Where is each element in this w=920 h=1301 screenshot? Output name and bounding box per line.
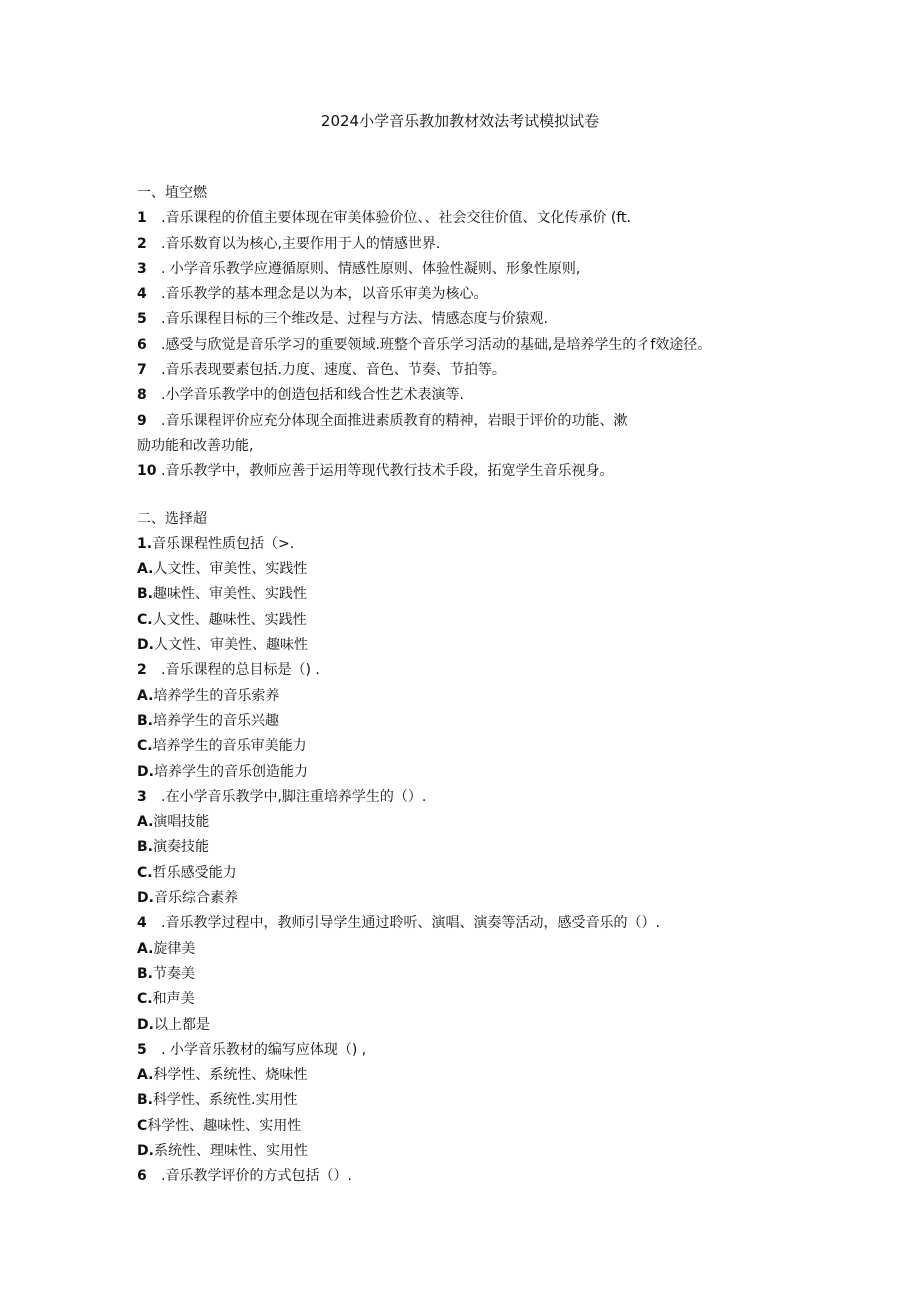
option-label: D.: [137, 763, 154, 780]
answer-option: [137, 937, 797, 962]
item-number: 9: [137, 412, 147, 429]
option-label: C.: [137, 864, 153, 881]
option-text: 旋律美: [153, 940, 196, 957]
answer-option: [137, 557, 797, 582]
question-number: 4: [137, 915, 147, 932]
answer-option: [137, 886, 797, 911]
option-label: B.: [137, 586, 153, 603]
answer-option: [137, 1114, 797, 1139]
option-label: B.: [137, 839, 153, 856]
option-text: 培养学生的音乐索养: [153, 687, 280, 704]
document-body: [137, 181, 797, 1190]
option-label: A.: [137, 561, 154, 578]
question-text: .音乐课程的总目标是（) .: [161, 662, 320, 679]
question-stem: [137, 532, 797, 557]
page-title: 2024小学音乐教加教材效法考试模拟试卷: [320, 112, 600, 130]
option-text: 科学性、系统性、烧味性: [153, 1067, 308, 1084]
question-number: 5: [137, 1041, 147, 1058]
question-stem: [137, 1164, 797, 1189]
question-number: 1.: [137, 535, 153, 552]
option-label: D.: [137, 1016, 154, 1033]
option-label: A.: [137, 1067, 154, 1084]
answer-option: [137, 709, 797, 734]
item-text: .音乐课程的价值主要体现在审美体验价位、、社会交往价值、文化传承价 (ft.: [161, 210, 631, 227]
option-label: C.: [137, 611, 153, 628]
question-number: 2: [137, 662, 147, 679]
answer-option: [137, 1063, 797, 1088]
answer-option: [137, 608, 797, 633]
fill-blank-item: [137, 257, 797, 282]
section-heading: 二、选择超: [137, 510, 207, 527]
option-text: 人文性、审美性、实践性: [153, 561, 308, 578]
item-text: .音乐课程目标的三个维改是、过程与方法、情感态度与价猿观.: [161, 311, 548, 328]
answer-option: [137, 861, 797, 886]
option-label: C.: [137, 738, 153, 755]
fill-blank-item: [137, 434, 797, 459]
question-text: .音乐教学评价的方式包括（）.: [161, 1168, 352, 1185]
item-text: .音乐教学中，教师应善于运用等现代教行技术手段，拓宽学生音乐视身。: [161, 463, 614, 480]
option-label: D.: [137, 637, 154, 654]
section-heading: 一、埴空燃: [137, 185, 207, 201]
item-number: 2: [137, 235, 147, 252]
answer-option: [137, 1088, 797, 1113]
fill-blank-item: [137, 232, 797, 257]
question-text: .音乐教学过程中，教师引导学生通过聆听、演唱、演奏等活动，感受音乐的（）.: [161, 915, 660, 932]
fill-blank-item: [137, 307, 797, 332]
item-text: 励功能和改善功能,: [137, 437, 254, 454]
option-label: B.: [137, 1092, 153, 1109]
option-text: 节奏美: [153, 965, 195, 982]
fill-blank-item: [137, 358, 797, 383]
answer-option: [137, 1013, 797, 1038]
fill-blank-item: [137, 333, 797, 358]
answer-option: [137, 633, 797, 658]
answer-option: [137, 835, 797, 860]
question-stem: [137, 658, 797, 683]
answer-option: [137, 582, 797, 607]
option-text: 哲乐感受能力: [152, 864, 237, 881]
option-text: 科学性、趣味性、实用性: [147, 1117, 302, 1134]
item-text: .音乐课程评价应充分体现全面推进素质教育的精神，岩眼于评价的功能、漱: [161, 412, 628, 429]
option-text: 音乐综合素养: [153, 890, 238, 907]
option-text: 系统性、理味性、实用性: [153, 1142, 308, 1159]
question-number: 3: [137, 788, 147, 805]
item-number: 10: [137, 463, 157, 480]
option-text: 培养学生的音乐兴趣: [153, 712, 279, 729]
item-number: 3: [137, 260, 147, 277]
fill-blank-item: [137, 383, 797, 408]
option-text: 演唱技能: [153, 814, 210, 831]
option-text: 培养学生的音乐审美能力: [152, 738, 307, 755]
answer-option: [137, 1139, 797, 1164]
option-text: 科学性、系统性.实用性: [153, 1092, 298, 1109]
item-text: .音乐表现要素包括.力度、速度、音色、节奏、节拍等。: [161, 362, 506, 379]
option-text: 人文性、趣味性、实践性: [152, 611, 307, 628]
question-number: 6: [137, 1168, 147, 1185]
option-label: A.: [137, 940, 154, 957]
question-stem: [137, 1038, 797, 1063]
item-text: .音乐数育以为核心,主要作用于人的情感世界.: [161, 235, 441, 252]
item-text: .小学音乐教学中的创造包括和线合性艺术表演等.: [161, 387, 464, 404]
item-number: 4: [137, 286, 147, 303]
question-text: 音乐课程性质包括（>.: [152, 535, 295, 552]
question-text: . 小学音乐教材的编写应体现（) ,: [161, 1041, 367, 1058]
fill-blank-item: [137, 409, 797, 434]
item-number: 5: [137, 311, 147, 328]
answer-option: [137, 684, 797, 709]
answer-option: [137, 987, 797, 1012]
option-label: C: [137, 1117, 148, 1134]
fill-blank-item: [137, 282, 797, 307]
option-text: 演奏技能: [153, 839, 209, 856]
option-label: A.: [137, 687, 154, 704]
answer-option: [137, 962, 797, 987]
item-number: 8: [137, 387, 147, 404]
option-label: A.: [137, 814, 154, 831]
option-text: 人文性、审美性、趣味性: [153, 637, 308, 654]
question-stem: [137, 911, 797, 936]
section-spacer: [137, 485, 797, 507]
answer-option: [137, 760, 797, 785]
item-number: 7: [137, 362, 147, 379]
option-text: 以上都是: [153, 1016, 210, 1033]
option-label: B.: [137, 712, 153, 729]
item-text: .感受与欣觉是音乐学习的重要领域.班整个音乐学习活动的基础,是培养学生的彳f效途径。: [161, 336, 712, 353]
item-text: . 小学音乐教学应遵循原则、情感性原则、体验性凝则、形象性原则,: [161, 260, 581, 277]
option-label: D.: [137, 890, 154, 907]
item-text: .音乐教学的基本理念是以为本，以音乐审美为核心。: [161, 286, 488, 303]
fill-blank-item: [137, 206, 797, 231]
question-stem: [137, 785, 797, 810]
question-text: .在小学音乐教学中,脚注重培养学生的（）.: [161, 788, 427, 805]
answer-option: [137, 734, 797, 759]
option-text: 培养学生的音乐创造能力: [153, 763, 308, 780]
answer-option: [137, 810, 797, 835]
fill-blank-item: [137, 459, 797, 484]
option-text: 和声美: [152, 991, 195, 1008]
option-label: C.: [137, 991, 153, 1008]
item-number: 1: [137, 210, 147, 227]
option-label: B.: [137, 965, 153, 982]
option-label: D.: [137, 1142, 154, 1159]
item-number: 6: [137, 336, 147, 353]
option-text: 趣味性、审美性、实践性: [153, 586, 307, 603]
